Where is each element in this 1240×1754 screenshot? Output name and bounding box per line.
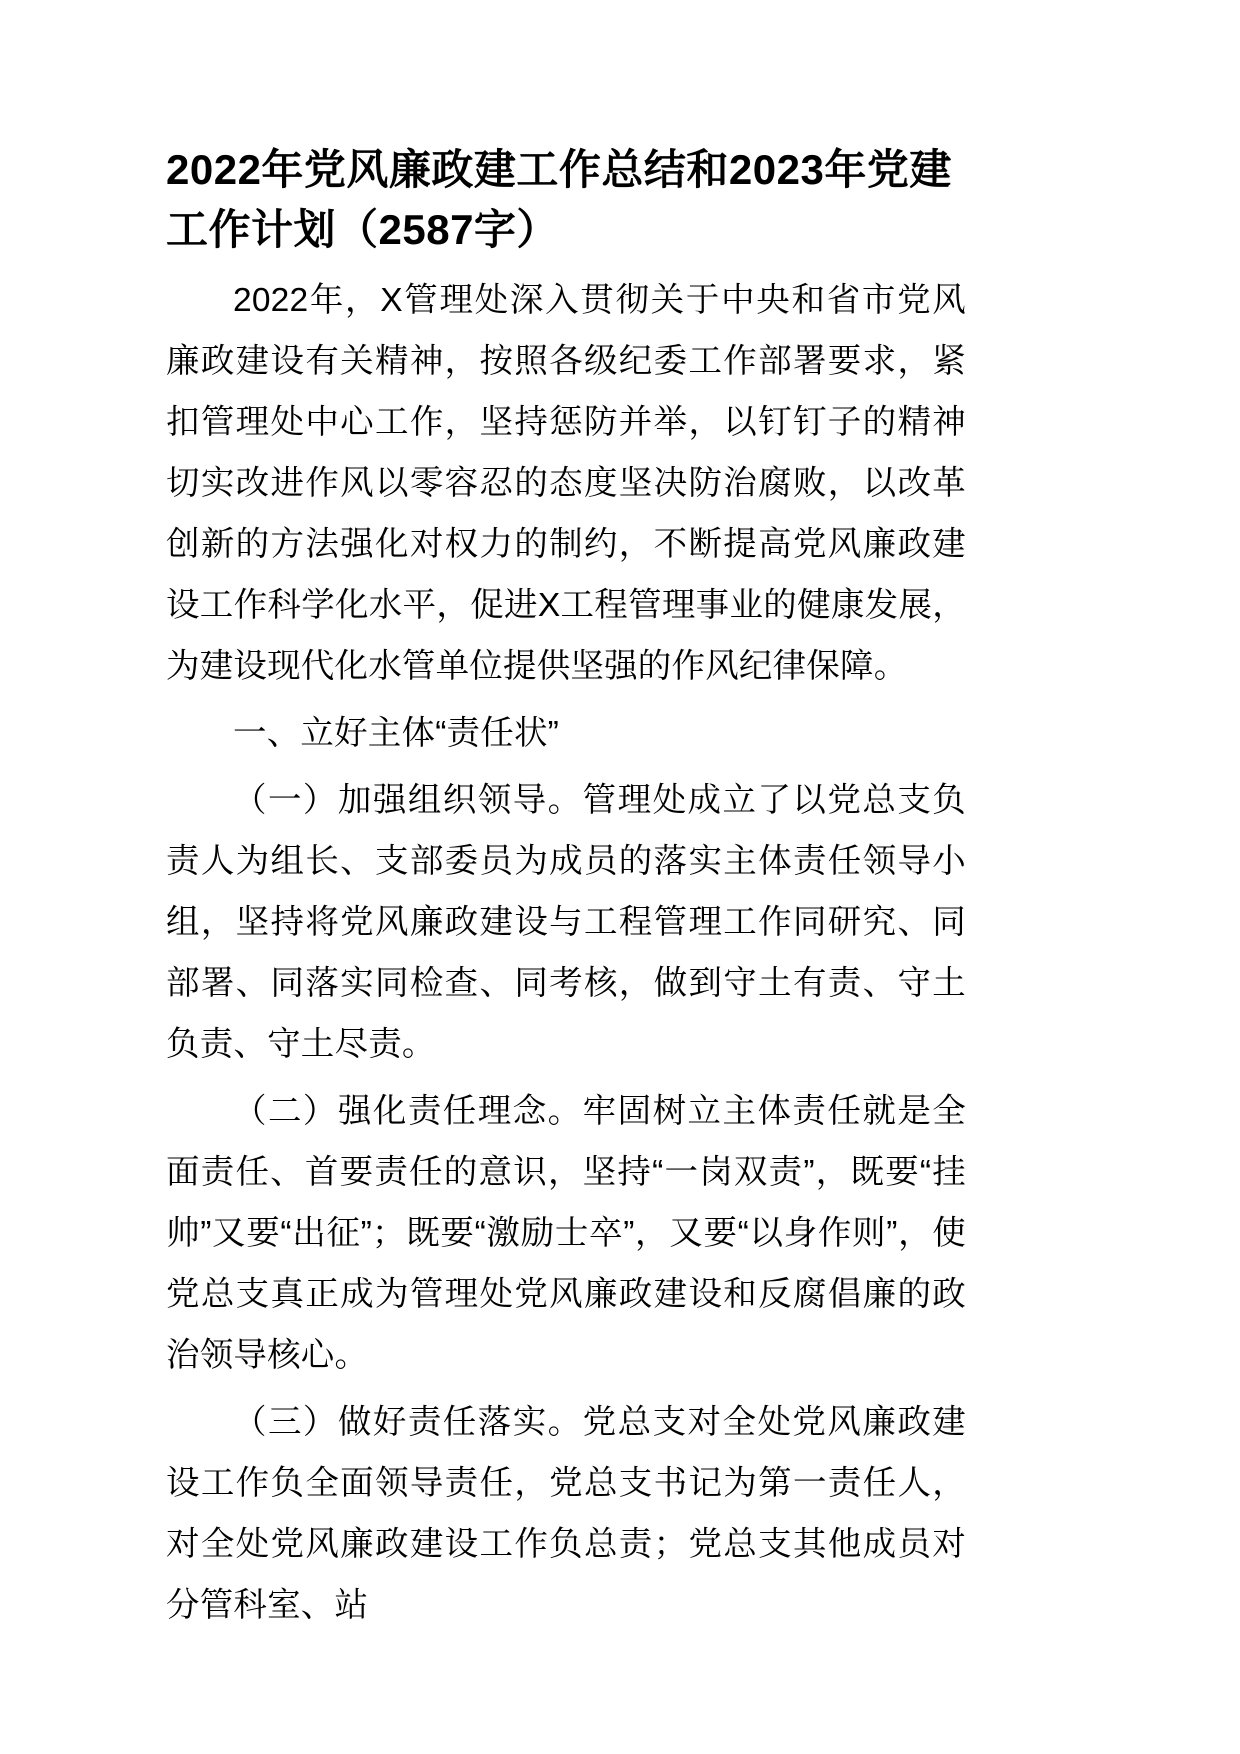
paragraph-item-1-3: （三）做好责任落实。党总支对全处党风廉政建设工作负全面领导责任，党总支书记为第一责任人，对全处党风廉政建设工作负总责；党总支其他成员对分管科室、站 [166,1403,966,1624]
page-content-area [166,140,966,1637]
paragraph-intro: 2022年，X管理处深入贯彻关于中央和省市党风廉政建设有关精神，按照各级纪委工作部署要求，紧扣管理处中心工作，坚持惩防并举，以钉钉子的精神切实改进作风以零容忍的态度坚决防治腐败，以改革创新的方法强化对权力的制约，不断提高党风廉政建设工作科学化水平，促进X工程管理事业的健康发展，为建设现代化水管单位提供坚强的作风纪律保障。 [166,282,966,686]
paragraph-item-1-1: （一）加强组织领导。管理处成立了以党总支负责人为组长、支部委员为成员的落实主体责任领导小组，坚持将党风廉政建设与工程管理工作同研究、同部署、同落实同检查、同考核，做到守土有责、守土负责、守土尽责。 [166,782,966,1063]
paragraph-item-1-2: （二）强化责任理念。牢固树立主体责任就是全面责任、首要责任的意识，坚持“一岗双责”，既要“挂帅”又要“出征”；既要“激励士卒”，又要“以身作则”，使党总支真正成为管理处党风廉政建设和反腐倡廉的政治领导核心。 [166,1092,966,1374]
section-heading-1: 一、立好主体“责任状” [233,715,560,753]
page-title: 2022年党风廉政建工作总结和2023年党建工作计划（2587字） [166,146,952,253]
